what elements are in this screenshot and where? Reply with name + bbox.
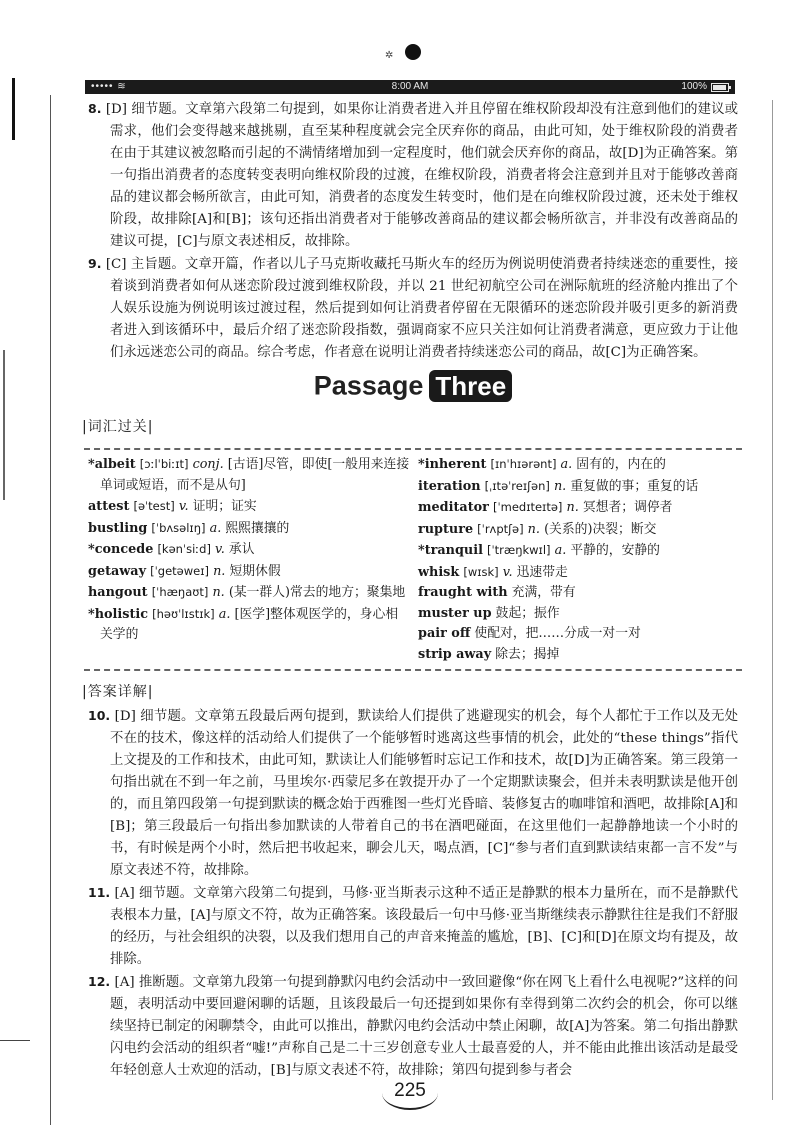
vocab-phonetic: [ˈtræŋkwɪl] <box>487 543 551 557</box>
battery-indicator <box>681 80 729 94</box>
vocab-definition: (关系的)决裂；断交 <box>544 521 657 537</box>
vocab-heading: |词汇过关| <box>82 419 154 435</box>
vocab-phonetic: [ˈrʌptʃə] <box>477 521 524 536</box>
item-number: 8. <box>88 101 102 116</box>
star-mark: * <box>88 457 95 472</box>
vocab-definition: [医学]整体观医学的，身心相关学的 <box>100 606 399 642</box>
star-mark: * <box>88 606 95 622</box>
passage-word: Passage <box>313 370 424 401</box>
vocab-word: hangout <box>88 585 148 600</box>
vocab-definition: 充满，带有 <box>511 585 576 600</box>
status-bar <box>85 80 735 94</box>
ornament-glyph: ✲ <box>385 50 394 61</box>
vocab-entry <box>88 518 410 540</box>
vocab-pos: n. <box>213 563 226 579</box>
page-fold-line <box>50 95 51 1125</box>
vocab-grid <box>88 450 738 669</box>
vocab-definition: 熙熙攘攘的 <box>225 520 290 536</box>
vocab-word: whisk <box>418 564 460 580</box>
vocab-entry <box>88 496 410 518</box>
vocab-phonetic: [ˈbʌsəlɪŋ] <box>151 520 206 535</box>
item-text: [D] 细节题。文章第五段最后两句提到，默读给人们提供了逃避现实的机会，每个人都忙于工作以及无处不在的技术，像这样的活动给人们提供了一个能够暂时逃离这些事情的机会，此处的“these things”指代上文提及的工作和技术，由此可知，默读让人们能够暂时忘记工作和技术，故[D]为正确答案。第三段第一句指出就在不到一年之前，马里埃尔·西蒙尼多在敦提开办了一个定期默读聚会，但并未表明默读是他开创的，而且第四段第一句提到默读的概念始于西雅图一些灯光昏暗、装修复古的咖啡馆和酒吧，故排除[A]和[B]；第三段最后一句指出参加默读的人带着自己的书在酒吧碰面，在这里他们一起静静地读一个小时的书，有时候是两个小时，然后把书收起来，聊会儿天，喝点酒，[C]“参与者们直到默读结束都一言不发”与原文表述不符，故排除。 <box>110 709 738 878</box>
vocab-phonetic: [ˌɪtəˈreɪʃən] <box>484 478 550 493</box>
vocab-phonetic: [həʊˈlɪstɪk] <box>152 606 215 621</box>
signal-dots: ••••• <box>91 81 118 92</box>
vocab-phonetic: [ɪnˈhɪərənt] <box>490 457 557 471</box>
page-content <box>82 98 739 1082</box>
vocab-pos: v. <box>215 542 225 557</box>
vocab-box <box>88 440 738 679</box>
vocab-definition: 重复做的事；重复的话 <box>570 478 699 494</box>
vocab-entry <box>418 476 738 498</box>
vocab-word: iteration <box>418 478 481 494</box>
vocab-word: concede <box>94 542 154 557</box>
star-mark: * <box>88 542 95 557</box>
page-number-swoosh <box>382 1076 438 1110</box>
vocab-pos: n. <box>527 521 540 537</box>
vocab-entry <box>418 519 738 541</box>
vocab-word: albeit <box>94 457 136 472</box>
vocab-column-left <box>88 454 410 665</box>
vocab-pos: n. <box>212 585 225 600</box>
page-number-text: 225 <box>394 1080 426 1101</box>
vocab-word: muster up <box>418 605 492 621</box>
vocab-pos: v. <box>502 564 513 580</box>
vocab-pos: a. <box>218 606 231 622</box>
vocab-entry <box>418 562 738 584</box>
vocab-pos: v. <box>178 499 189 514</box>
item-text: [D] 细节题。文章第六段第二句提到，如果你让消费者进入并且停留在维权阶段却没有注意到他们的建议或需求，他们会变得越来越挑剔，直至某种程度就会完全厌弃你的商品，由此可知，处于维权阶段的消费者在由于其建议被忽略而引起的不满情绪增加到一定程度时，他们就会厌弃你的商品，故[D]为正确答案。第一句指出消费者的态度转变表明向维权阶段的过渡，在维权阶段，消费者将会注意到并且对于能够改善商品的建议都会畅所欲言，由此可知，消费者的态度发生转变时，他们是在向维权阶段过渡，还未处于维权阶段，故排除[A]和[B]；该句还指出消费者对于能够改善商品的建议都会畅所欲言，并非没有改善商品的建议可提，[C]与原文表述相反，故排除。 <box>105 102 739 249</box>
vocab-entry <box>88 539 410 561</box>
vocab-entry <box>418 540 738 562</box>
vocab-phonetic: [ˈmedɪteɪtə] <box>492 500 563 514</box>
vocab-pos: conj. <box>192 457 224 472</box>
left-margin <box>0 0 52 1131</box>
passage-title <box>88 370 738 414</box>
battery-percent: 100% <box>681 81 707 92</box>
vocab-pos: a. <box>560 457 573 472</box>
page-number <box>380 1080 440 1102</box>
item-number: 9. <box>88 256 102 271</box>
vocab-definition: 证明；证实 <box>192 499 257 514</box>
clock: 8:00 AM <box>391 81 429 92</box>
page-edge-line <box>772 100 773 1100</box>
item-text: [C] 主旨题。文章开篇，作者以儿子马克斯收藏托马斯火车的经历为例说明使消费者持续迷恋的重要性，接着谈到消费者如何从迷恋阶段过渡到维权阶段，并以 21 世纪初航空公司在洲际航班的经济舱内推出了个人娱乐设施为例说明该过渡过程，然后提到如何让消费者停留在无限循环的迷恋阶段并吸引更多的新消费者进入到该循环中，最后介绍了迷恋阶段指数，强调商家不应只关注如何让消费者满意，更应致力于让他们永远迷恋公司的商品。综合考虑，作者意在说明让消费者持续迷恋公司的商品，故[C]为正确答案。 <box>105 257 739 360</box>
vocab-word: strip away <box>418 646 492 662</box>
vocab-definition: 固有的，内在的 <box>576 457 666 472</box>
vocab-definition: 迅速带走 <box>516 564 568 580</box>
vocab-column-right <box>418 454 738 665</box>
vocab-word: pair off <box>418 626 471 641</box>
vocab-word: bustling <box>88 520 148 536</box>
edge-mark <box>3 350 5 500</box>
vocab-entry <box>418 604 738 625</box>
edge-mark <box>12 78 15 140</box>
item-number: 10. <box>88 708 111 723</box>
divider <box>84 669 742 671</box>
vocab-definition: 平静的，安静的 <box>570 543 660 558</box>
vocab-definition: 使配对，把……分成一对一对 <box>474 626 641 641</box>
vocab-definition: 冥想者；调停者 <box>582 500 673 515</box>
vocab-pos: a. <box>554 543 567 558</box>
answer-list-bottom <box>88 705 738 1082</box>
vocab-definition: 短期休假 <box>229 563 281 579</box>
passage-number: Three <box>429 370 512 402</box>
ornament-dot <box>405 44 421 60</box>
star-mark: * <box>418 457 425 472</box>
vocab-word: tranquil <box>424 543 483 558</box>
vocab-entry <box>418 497 738 519</box>
vocab-phonetic: [ˈgetəweɪ] <box>150 563 209 578</box>
item-number: 11. <box>88 885 111 900</box>
vocab-pos: n. <box>553 478 567 494</box>
vocab-definition: 除去；揭掉 <box>495 646 560 662</box>
star-mark: * <box>418 543 425 558</box>
answer-list-top <box>88 98 738 364</box>
vocab-definition: 鼓起；振作 <box>495 605 560 621</box>
answer-item <box>88 98 738 253</box>
vocab-definition: (某一群人)常去的地方；聚集地 <box>228 585 406 600</box>
vocab-entry <box>418 454 738 476</box>
answer-item <box>88 882 738 971</box>
wifi-icon: ≋ <box>117 81 127 92</box>
vocab-word: inherent <box>424 457 487 472</box>
item-text: [A] 细节题。文章第六段第二句提到，马修·亚当斯表示这种不适正是静默的根本力量所在，而不是静默代表根本力量，[A]与原文不符，故为正确答案。该段最后一句中马修·亚当斯继续表示静默往往是我们不舒服的经历，与社会组织的决裂，以及我们想用自己的声音来掩盖的尴尬，[B]、[C]和[D]在原文均有提及，故排除。 <box>110 886 738 967</box>
vocab-word: fraught with <box>418 585 508 600</box>
answer-item <box>88 253 738 364</box>
answer-item <box>88 971 738 1082</box>
vocab-definition: [古语]尽管，即使[一般用来连接单词或短语，而不是从句] <box>100 457 410 493</box>
top-ornament <box>383 40 423 60</box>
vocab-word: rupture <box>418 521 474 537</box>
vocab-phonetic: [əˈtest] <box>133 499 175 513</box>
answers-heading: |答案详解| <box>82 684 154 700</box>
vocab-entry <box>418 645 738 666</box>
answer-item <box>88 705 738 882</box>
vocab-entry <box>88 454 410 496</box>
vocab-word: meditator <box>418 500 489 515</box>
vocab-definition: 承认 <box>228 542 255 557</box>
vocab-entry <box>88 604 410 646</box>
item-text: [A] 推断题。文章第九段第一句提到静默闪电约会活动中一致回避像“你在网飞上看什么电视呢?”这样的问题，表明活动中要回避闲聊的话题，且该段最后一句还提到如果你有幸得到第二次约会的机会，你可以继续坚持已制定的闲聊禁令，由此可以推出，静默闪电约会活动中禁止闲聊，故[A]为答案。第二句指出静默闪电约会活动的组织者“嘘!”声称自己是二十三岁创意专业人士最喜爱的人，并不能由此推出该活动是最受年轻创意人士欢迎的活动，[B]与原文表述不符，故排除；第四句提到参与者会 <box>110 975 738 1078</box>
vocab-pos: a. <box>209 520 222 536</box>
vocab-entry <box>418 583 738 604</box>
vocab-word: attest <box>88 499 130 514</box>
edge-mark <box>0 1040 30 1041</box>
vocab-entry <box>88 561 410 583</box>
vocab-phonetic: [wɪsk] <box>463 564 499 579</box>
vocab-pos: n. <box>566 500 579 515</box>
vocab-word: getaway <box>88 563 147 579</box>
vocab-entry <box>418 624 738 645</box>
vocab-phonetic: [ˈhæŋaʊt] <box>151 585 209 599</box>
vocab-word: holistic <box>94 606 149 622</box>
battery-icon <box>711 83 729 92</box>
vocab-entry <box>88 582 410 604</box>
vocab-phonetic: [ɔːlˈbiːɪt] <box>139 457 189 471</box>
item-number: 12. <box>88 974 111 989</box>
vocab-phonetic: [kənˈsiːd] <box>157 542 211 556</box>
